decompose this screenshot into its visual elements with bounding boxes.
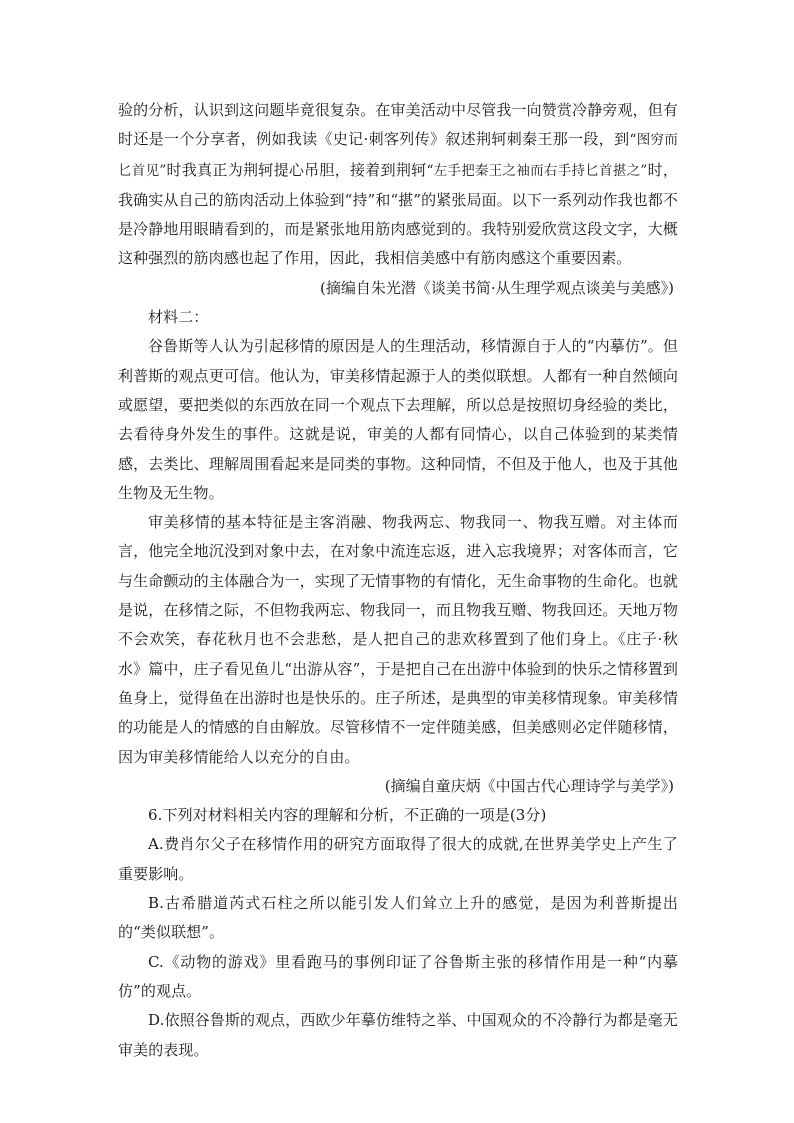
material1-quote-1: “图穷而匕首见” <box>118 132 679 179</box>
material1-paragraph <box>118 96 678 274</box>
question-option-a: A.费肖尔父子在移情作用的研究方面取得了很大的成就,在世界美学史上产生了重要影响。 <box>118 835 678 883</box>
document-page <box>118 96 678 1065</box>
material1-text-mid: 时我真正为荆轲提心吊胆，接着到荆轲 <box>166 160 427 179</box>
material1-text-rest: 时，我确实从自己的筋肉活动上体验到“持”和“揕”的紧张局面。以下一系列动作我也都不是冷静地用眼睛看到的，而是紧张地用筋肉感觉到的。我特别爱欣赏这段文字，大概这种强烈的筋肉感也起了作用，因此，我相信美感中有筋肉感这个重要因素。 <box>118 160 678 268</box>
question-option-c: C.《动物的游戏》里看跑马的事例印证了谷鲁斯主张的移情作用是一种“内摹仿”的观点。 <box>118 952 678 1000</box>
question-option-b: B.古希腊道芮式石柱之所以能引发人们耸立上升的感觉，是因为利普斯提出的“类似联想”。 <box>118 894 678 942</box>
material1-quote-2: “左手把秦王之袖而右手持匕首揕之” <box>426 162 648 179</box>
material1-text-start: 验的分析，认识到这问题毕竟很复杂。在审美活动中尽管我一向赞赏冷静旁观，但有时还是一个分享者，例如我读《史记·刺客列传》叙述荆轲刺秦王那一段，到 <box>118 101 678 149</box>
material2-source: (摘编自童庆炳《中国古代心理诗学与美学》) <box>384 776 674 795</box>
material2-heading: 材料二： <box>148 308 209 327</box>
material1-source: (摘编自朱光潜《谈美书简·从生理学观点谈美与美感》) <box>320 278 674 297</box>
material2-paragraph-1: 谷鲁斯等人认为引起移情的原因是人的生理活动，移情源自于人的“内摹仿”。但利普斯的观点更可信。他认为，审美移情起源于人的类似联想。人都有一种自然倾向或愿望，要把类似的东西放在同一个观点下去理解，所以总是按照切身经验的类比，去看待身外发生的事件。这就是说，审美的人都有同情心，以自己体验到的某类情感，去类比、理解周围看起来是同类的事物。这种同情，不但及于他人，也及于其他生物及无生物。 <box>118 337 678 502</box>
question-stem: 6.下列对材料相关内容的理解和分析，不正确的一项是(3分) <box>148 806 547 825</box>
material2-paragraph-2: 审美移情的基本特征是主客消融、物我两忘、物我同一、物我互赠。对主体而言，他完全地沉没到对象中去，在对象中流连忘返，进入忘我境界；对客体而言，它与生命颤动的主体融合为一，实现了无情事物的有情化，无生命事物的生命化。也就是说，在移情之际，不但物我两忘、物我同一，而且物我互赠、物我回还。天地万物不会欢笑，春花秋月也不会悲愁，是人把自己的悲欢移置到了他们身上。《庄子·秋水》篇中，庄子看见鱼儿“出游从容”，于是把自己在出游中体验到的快乐之情移置到鱼身上，觉得鱼在出游时也是快乐的。庄子所述，是典型的审美移情现象。审美移情的功能是人的情感的自由解放。尽管移情不一定伴随美感，但美感则必定伴随移情，因为审美移情能给人以充分的自由。 <box>118 513 678 766</box>
question-option-d: D.依照谷鲁斯的观点，西欧少年摹仿维特之举、中国观众的不冷静行为都是毫无审美的表现。 <box>118 1011 678 1059</box>
